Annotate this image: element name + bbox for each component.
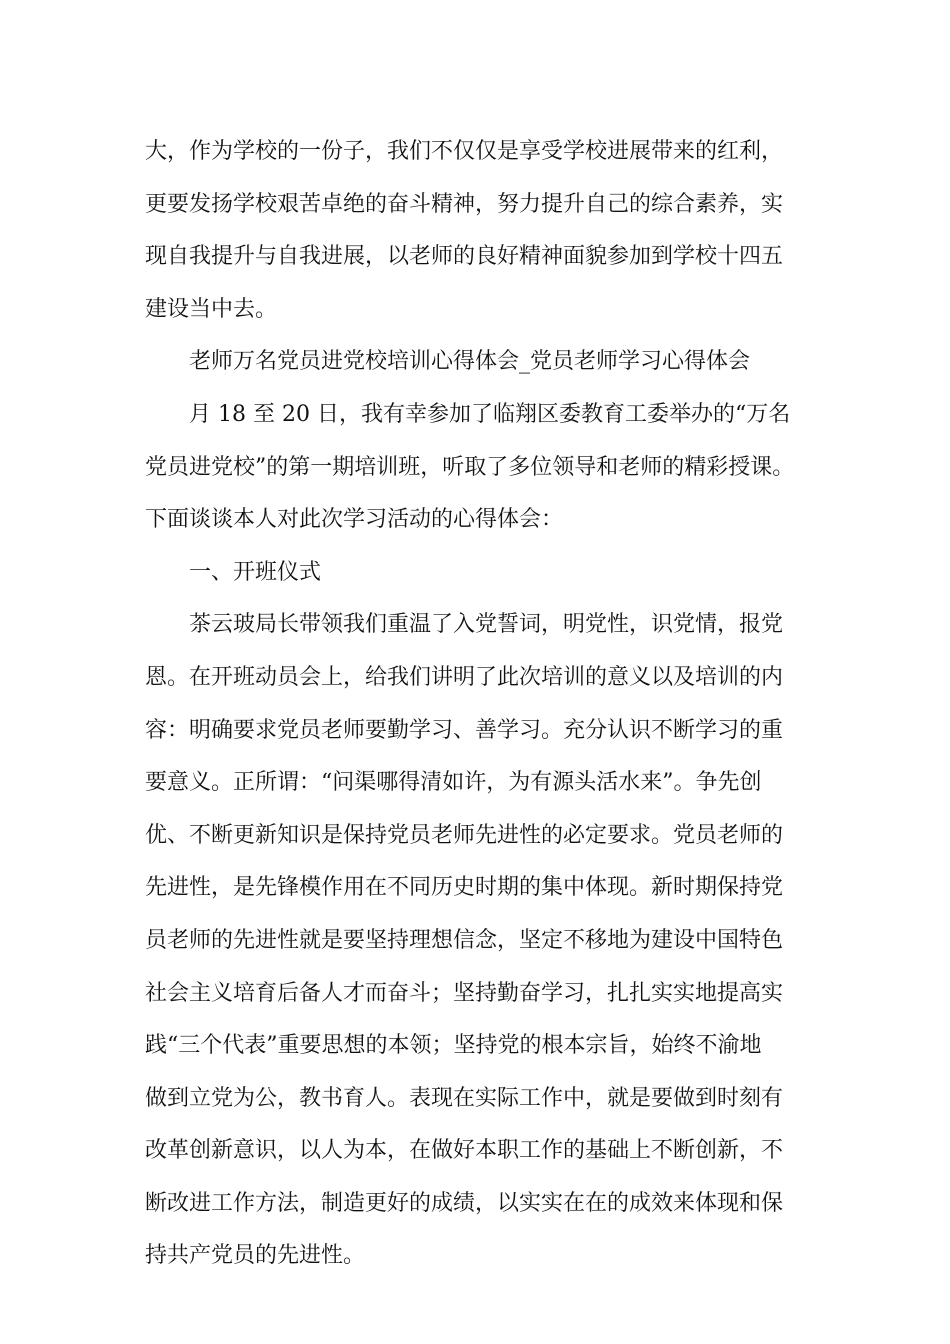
text-line: 月 18 至 20 日，我有幸参加了临翔区委教育工委举办的“万名 [189,401,791,427]
text-line: 持共产党员的先进性。 [145,1243,366,1269]
text-line: 优、不断更新知识是保持党员老师先进性的必定要求。党员老师的 [145,822,784,848]
text-line: 员老师的先进性就是要坚持理想信念，坚定不移地为建设中国特色 [145,927,784,953]
text-line: 要意义。正所谓：“问渠哪得清如许，为有源头活水来”。争先创 [145,770,762,796]
text-line: 做到立党为公，教书育人。表现在实际工作中，就是要做到时刻有 [145,1085,784,1111]
text-line: 下面谈谈本人对此次学习活动的心得体会： [145,507,564,533]
text-line: 老师万名党员进党校培训心得体会_党员老师学习心得体会 [189,349,751,375]
text-line: 现自我提升与自我进展，以老师的良好精神面貌参加到学校十四五 [145,244,784,270]
text-line: 先进性，是先锋模作用在不同历史时期的集中体现。新时期保持党 [145,875,784,901]
text-line: 一、开班仪式 [189,559,322,585]
text-line: 大，作为学校的一份子，我们不仅仅是享受学校进展带来的红利， [145,139,784,164]
text-line: 茶云玻局长带领我们重温了入党誓词，明党性，识党情，报党 [189,612,784,638]
text-line: 容：明确要求党员老师要勤学习、善学习。充分认识不断学习的重 [145,717,784,743]
text-line: 断改进工作方法，制造更好的成绩，以实实在在的成效来体现和保 [145,1190,784,1216]
document-body [145,126,815,1283]
text-line: 党员进党校”的第一期培训班，听取了多位领导和老师的精彩授课。 [145,454,795,480]
text-line: 践“三个代表”重要思想的本领；坚持党的根本宗旨，始终不渝地 [145,1033,762,1059]
text-line: 改革创新意识，以人为本，在做好本职工作的基础上不断创新，不 [145,1138,784,1164]
text-line: 更要发扬学校艰苦卓绝的奋斗精神，努力提升自己的综合素养，实 [145,191,784,217]
text-line: 社会主义培育后备人才而奋斗；坚持勤奋学习，扎扎实实地提高实 [145,980,784,1006]
text-line: 建设当中去。 [145,296,278,322]
text-line: 恩。在开班动员会上，给我们讲明了此次培训的意义以及培训的内 [145,664,784,690]
